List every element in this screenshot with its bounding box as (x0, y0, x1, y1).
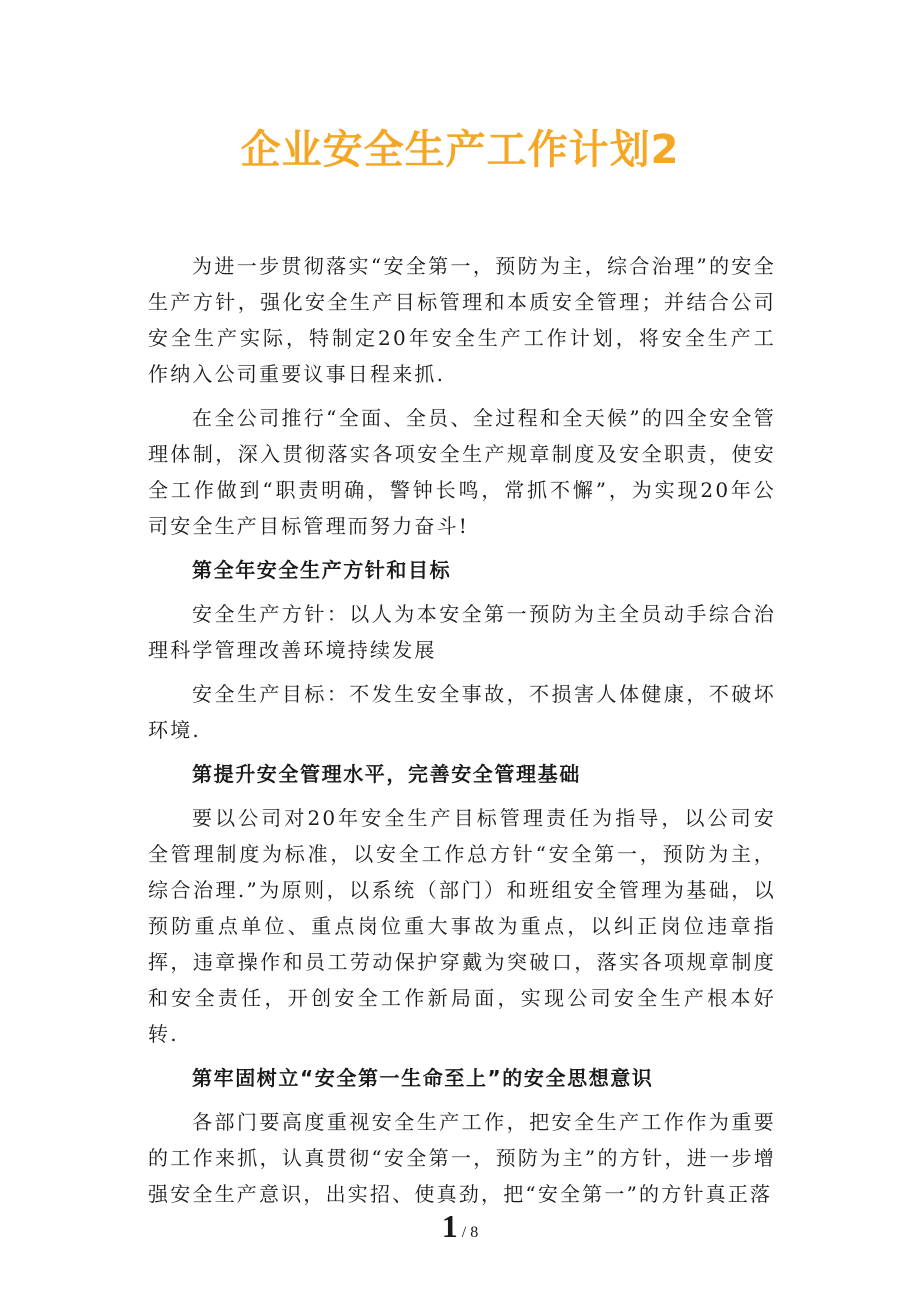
paragraph-safety-policy: 安全生产方针：以人为本安全第一预防为主全员动手综合治理科学管理改善环境持续发展 (148, 602, 776, 662)
document-title: 企业安全生产工作计划2 (240, 127, 680, 173)
paragraph-departments: 各部门要高度重视安全生产工作，把安全生产工作作为重要的工作来抓，认真贯彻“安全第一，预防为主”的方针，进一步增强安全生产意识，出实招、使真劲，把“安全第一”的方针真正落 (148, 1110, 776, 1206)
page-current: 1 (441, 1208, 458, 1244)
section-heading-policy-goals: 第全年安全生产方针和目标 (192, 558, 452, 582)
paragraph-management-system: 在全公司推行“全面、全员、全过程和全天候”的四全安全管理体制，深入贯彻落实各项安全生产规章制度及安全职责，使安全工作做到“职责明确，警钟长鸣，常抓不懈”，为实现20年公司安全生产目标管理而努力奋斗! (148, 406, 776, 538)
page-number (0, 1208, 920, 1245)
page-separator: / (461, 1224, 467, 1241)
paragraph-intro: 为进一步贯彻落实“安全第一，预防为主，综合治理”的安全生产方针，强化安全生产目标管理和本质安全管理；并结合公司安全生产实际，特制定20年安全生产工作计划，将安全生产工作纳入公司重要议事日程来抓. (148, 254, 776, 386)
section-heading-safety-awareness: 第牢固树立“安全第一生命至上”的安全思想意识 (192, 1066, 654, 1090)
page-total: 8 (470, 1224, 479, 1241)
paragraph-management-guidance: 要以公司对20年安全生产目标管理责任为指导，以公司安全管理制度为标准，以安全工作总方针“安全第一，预防为主，综合治理.”为原则，以系统（部门）和班组安全管理为基础，以预防重点单位、重点岗位重大事故为重点，以纠正岗位违章指挥，违章操作和员工劳动保护穿戴为突破口，落实各项规章制度和安全责任，开创安全工作新局面，实现公司安全生产根本好转. (148, 806, 776, 1046)
paragraph-safety-goal: 安全生产目标：不发生安全事故，不损害人体健康，不破坏环境. (148, 682, 776, 742)
section-heading-improve-management: 第提升安全管理水平，完善安全管理基础 (192, 762, 581, 786)
document-body (148, 248, 776, 1220)
